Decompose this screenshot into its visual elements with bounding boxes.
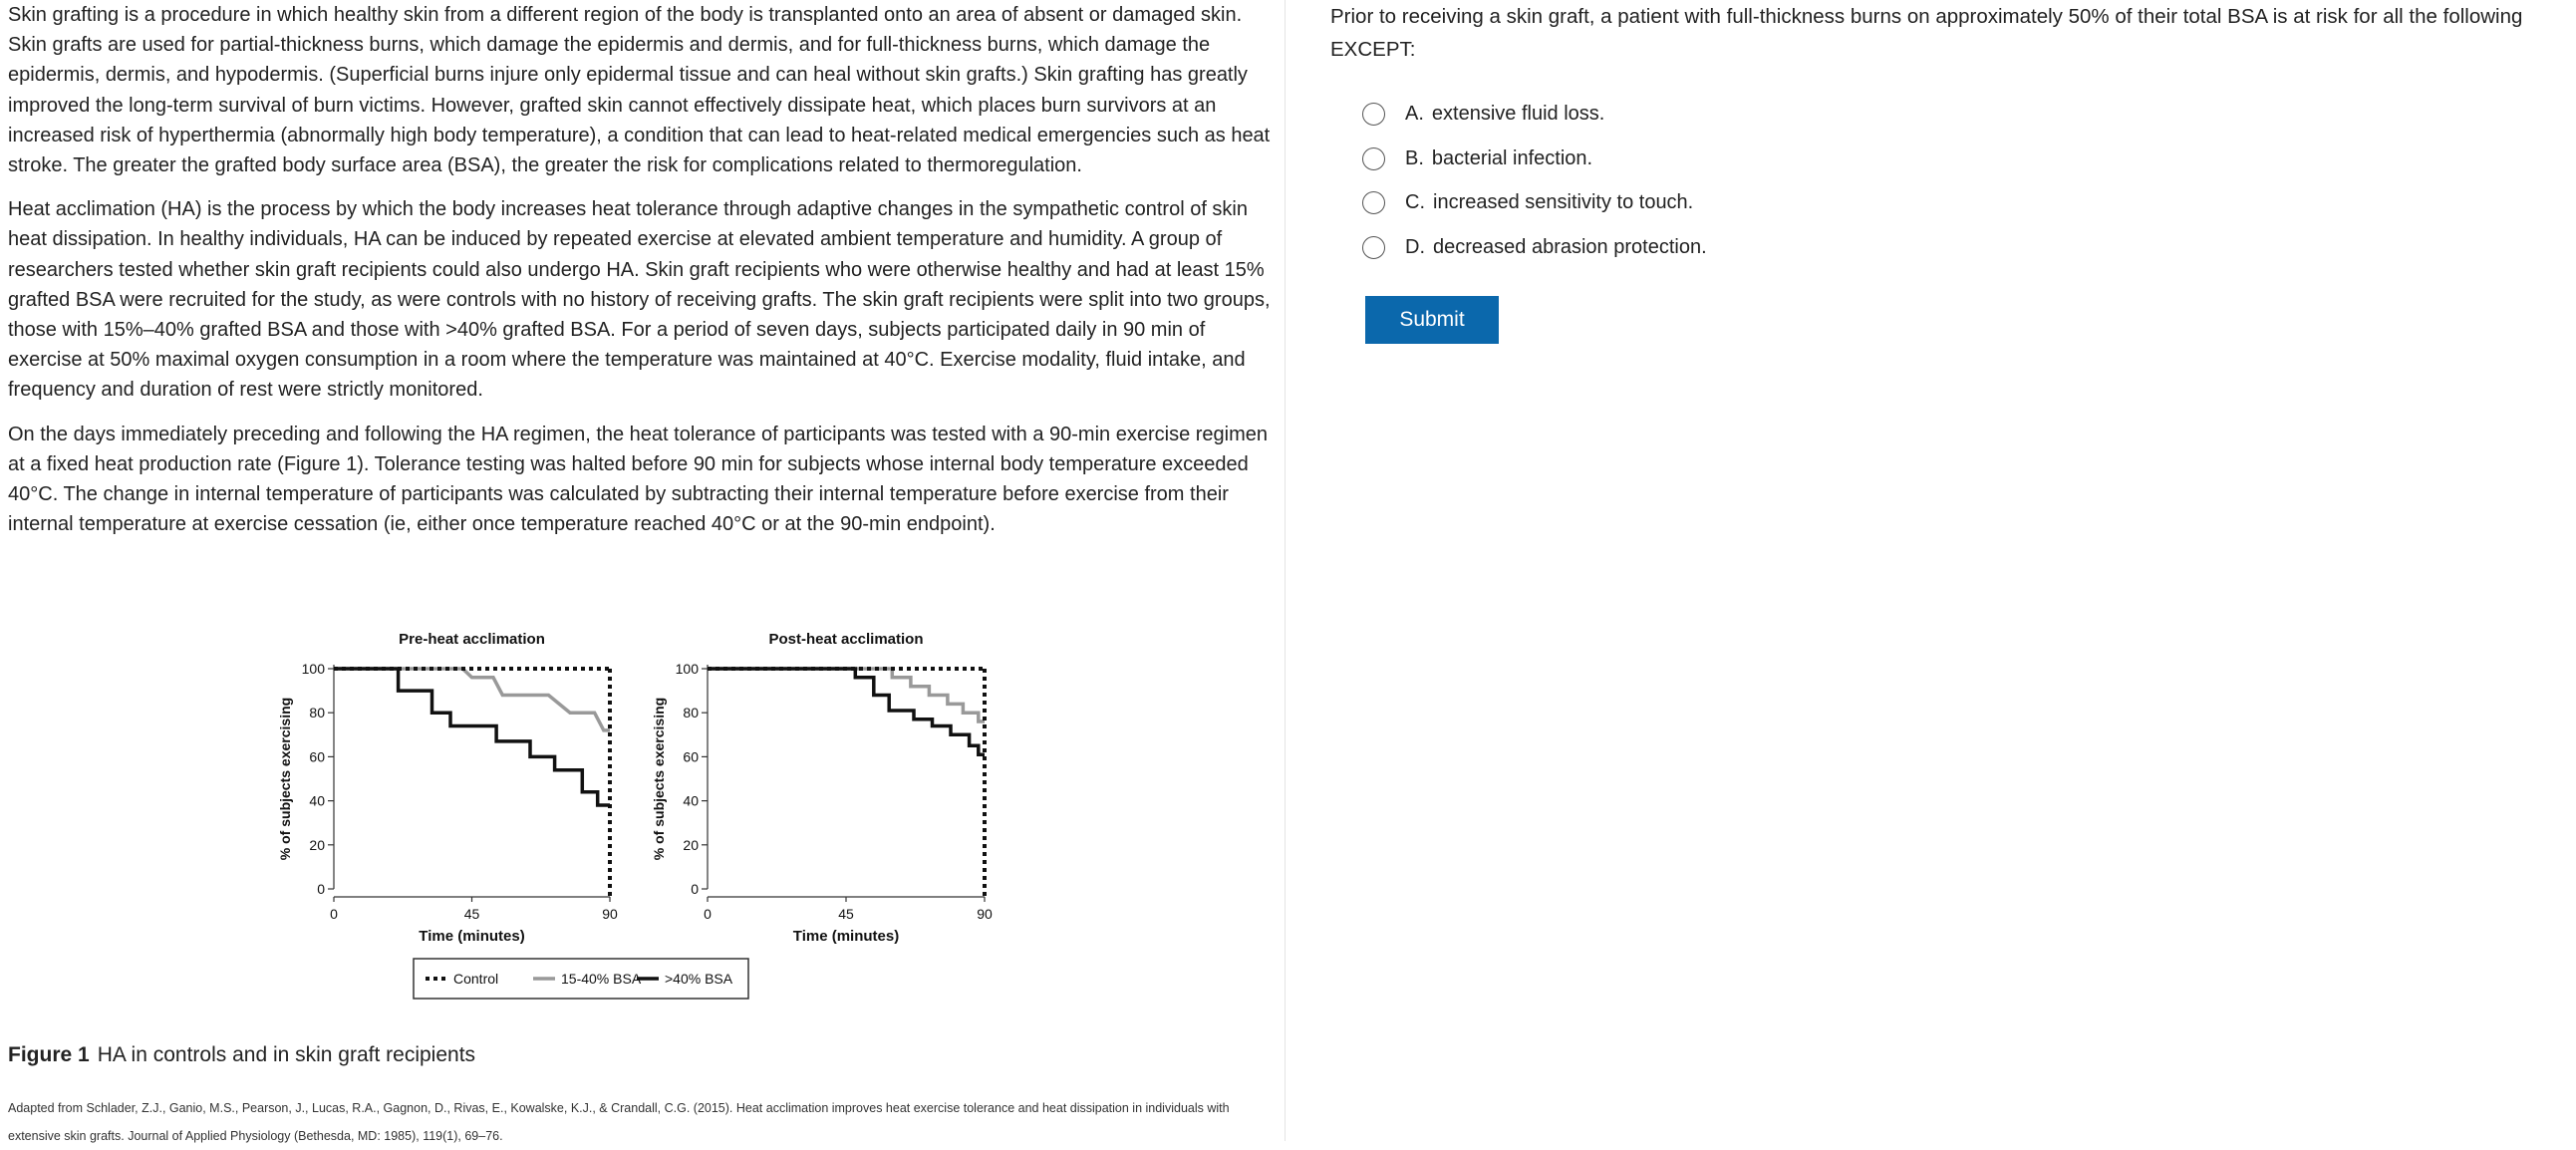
passage: [8, 0, 1274, 553]
panel2-y-axis-label: % of subjects exercising: [651, 697, 667, 861]
choice-d-radio[interactable]: [1362, 236, 1385, 259]
choice-d-letter: D.: [1405, 235, 1425, 258]
panel1-x-tick-label: 0: [330, 906, 338, 922]
figure-label: Figure 1: [8, 1043, 90, 1066]
panel1-series-gray: [334, 669, 610, 730]
choice-b[interactable]: [1362, 137, 1707, 181]
legend-label: Control: [453, 971, 499, 987]
legend-label: 15-40% BSA: [561, 971, 642, 987]
choice-d-text: decreased abrasion protection.: [1433, 235, 1707, 258]
panel1-y-tick-label: 80: [309, 705, 325, 721]
panel1-title: Pre-heat acclimation: [399, 631, 545, 648]
panel2-y-tick-label: 40: [683, 792, 699, 809]
choice-b-letter: B.: [1405, 146, 1424, 169]
choice-c-letter: C.: [1405, 191, 1425, 214]
panel2-series-gray: [708, 669, 985, 721]
panel1-y-tick-label: 20: [309, 836, 325, 853]
panel1-x-tick-label: 90: [602, 906, 618, 922]
panel2-title: Post-heat acclimation: [768, 631, 924, 648]
panel2-x-axis-label: Time (minutes): [792, 928, 900, 945]
choice-d[interactable]: [1362, 225, 1707, 270]
passage-paragraph-2: Heat acclimation (HA) is the process by which the body increases heat tolerance through adaptive changes in the sympathetic control of skin heat dissipation. In healthy individuals, HA can be induced by repeated exercise at elevated ambient temperature and humidity. A group of researchers tested whether skin graft recipients could also undergo HA. Skin graft recipients who were otherwise healthy and had at least 15% grafted BSA were recruited for the study, as were controls with no history of receiving grafts. The skin graft recipients were split into two groups, those with 15%–40% grafted BSA and those with >40% grafted BSA. For a period of seven days, subjects participated daily in 90 min of exercise at 50% maximal oxygen consumption in a room where the temperature was maintained at 40°C. Exercise modality, fluid intake, and frequency and duration of rest were strictly monitored.: [8, 198, 1271, 402]
panel2-y-tick-label: 60: [683, 748, 699, 765]
figure-caption-text: HA in controls and in skin graft recipients: [97, 1043, 476, 1066]
passage-paragraph-3: On the days immediately preceding and following the HA regimen, the heat tolerance of participants was tested with a 90-min exercise regimen at a fixed heat production rate (Figure 1). Tolerance testing was halted before 90 min for subjects whose internal body temperature exceeded 40°C. The change in internal temperature of participants was calculated by subtracting their internal temperature before exercise from their internal temperature at exercise cessation (ie, either once temperature reached 40°C or at the 90-min endpoint).: [8, 423, 1269, 536]
choice-a-letter: A.: [1405, 102, 1424, 125]
panel2-x-tick-label: 0: [704, 906, 712, 922]
panel2-x-tick-label: 90: [977, 906, 993, 922]
choice-c[interactable]: [1362, 180, 1707, 225]
panel2-series-black: [708, 669, 985, 754]
panel1-series-black: [334, 669, 610, 805]
panel1-x-axis-label: Time (minutes): [419, 928, 525, 945]
choice-a-text: extensive fluid loss.: [1431, 102, 1605, 125]
figure-1: [264, 624, 1021, 1007]
passage-pane: [0, 0, 1286, 1141]
panel1-y-tick-label: 60: [309, 748, 325, 765]
panel2-x-tick-label: 45: [838, 906, 854, 922]
passage-paragraph-1: Skin grafting is a procedure in which healthy skin from a different region of the body is transplanted onto an area of absent or damaged skin. Skin grafts are used for partial-thickness burns, which damage the epidermis and dermis, and for full-thickness burns, which damage the epidermis, dermis, and hypodermis. (Superficial burns injure only epidermal tissue and can heal without skin grafts.) Skin grafting has greatly improved the long-term survival of burn victims. However, grafted skin cannot effectively dissipate heat, which places burn survivors at an increased risk of hyperthermia (abnormally high body temperature), a condition that can lead to heat-related medical emergencies such as heat stroke. The greater the grafted body surface area (BSA), the greater the risk for complications related to thermoregulation.: [8, 4, 1271, 177]
panel2-y-tick-label: 0: [691, 881, 699, 897]
legend-label: >40% BSA: [665, 971, 733, 987]
panel1-y-axis-label: % of subjects exercising: [277, 697, 293, 861]
question-stem: Prior to receiving a skin graft, a patient with full-thickness burns on approximately 50% of their total BSA is at risk for all the following EXCEPT:: [1330, 5, 2523, 61]
choice-b-text: bacterial infection.: [1431, 146, 1593, 169]
choice-a-radio[interactable]: [1362, 103, 1385, 126]
panel2-y-tick-label: 100: [675, 661, 699, 677]
figure-1-chart: [264, 624, 1021, 1007]
panel1-x-tick-label: 45: [463, 906, 480, 922]
figure-citation: Adapted from Schlader, Z.J., Ganio, M.S., Pearson, J., Lucas, R.A., Gagnon, D., Rivas, E., Kowalske, K.J., & Crandall, C.G. (2015). Heat acclimation improves heat exercise tolerance and heat dissipation in individuals with extensive skin grafts. Journal of Applied Physiology (Bethesda, MD: 1985), 119(1), 69–76.: [8, 1101, 1230, 1143]
panel1-y-tick-label: 0: [317, 881, 325, 897]
figure-caption: [8, 1043, 475, 1067]
submit-button[interactable]: Submit: [1365, 296, 1499, 344]
panel1-y-tick-label: 100: [301, 661, 325, 677]
question-pane: [1287, 0, 2576, 1141]
choice-b-radio[interactable]: [1362, 147, 1385, 170]
choice-c-radio[interactable]: [1362, 191, 1385, 214]
choice-c-text: increased sensitivity to touch.: [1433, 191, 1694, 214]
panel2-y-tick-label: 20: [683, 836, 699, 853]
choice-a[interactable]: [1362, 92, 1707, 137]
panel2-y-tick-label: 80: [683, 705, 699, 721]
answer-choices: [1362, 92, 1707, 270]
panel1-y-tick-label: 40: [309, 792, 325, 809]
